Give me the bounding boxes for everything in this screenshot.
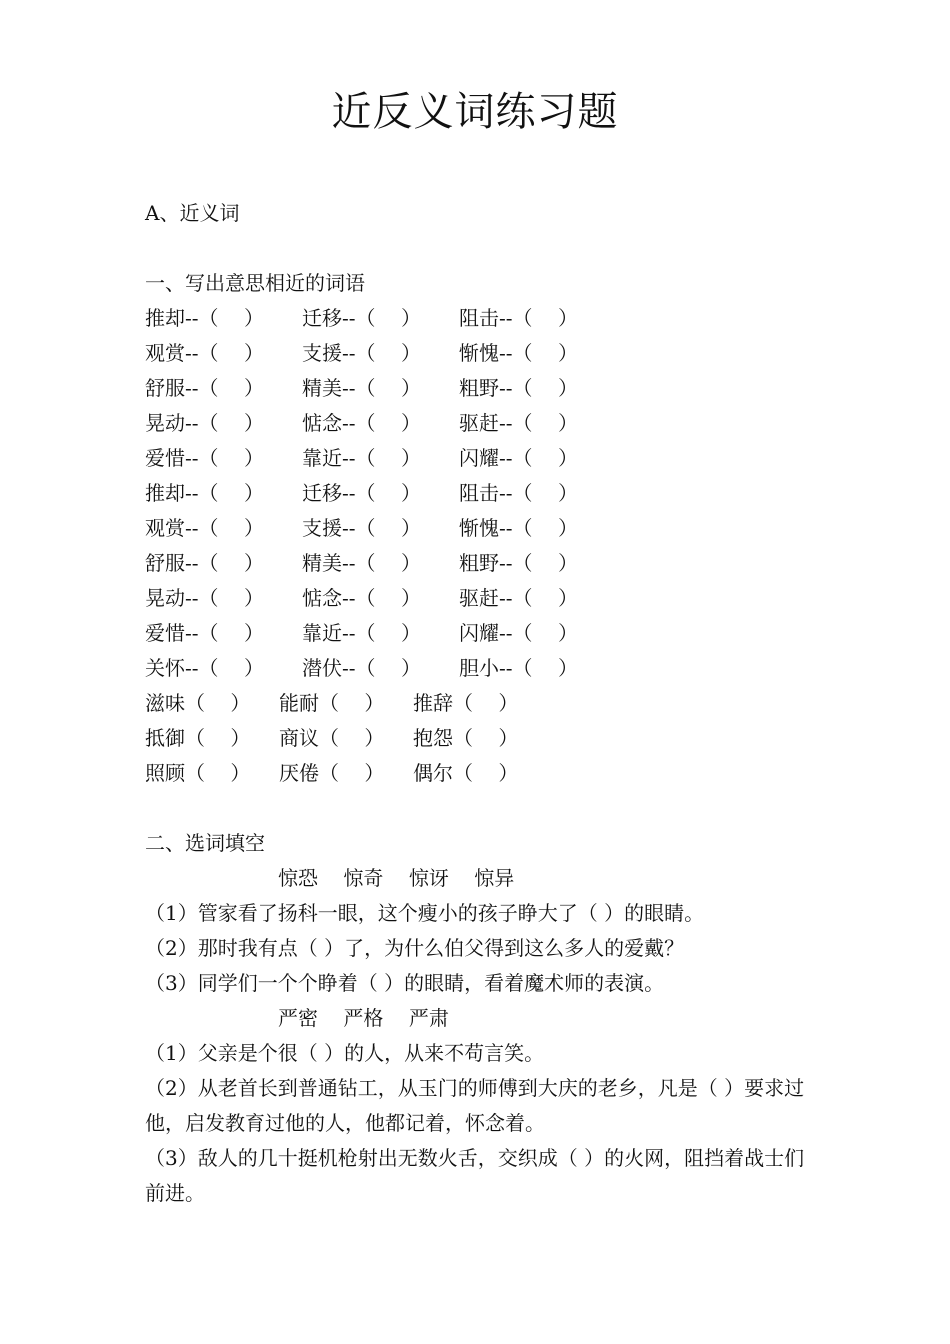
synonym-row-short [145, 686, 815, 721]
synonym-item: 推却--（ ） [145, 306, 264, 330]
synonym-table [145, 301, 815, 791]
fill-question: （2）那时我有点（ ）了，为什么伯父得到这么多人的爱戴？ [145, 936, 685, 960]
synonym-item: 胆小--（ ） [459, 656, 578, 680]
synonym-item: 惦念--（ ） [302, 586, 421, 610]
synonym-row [145, 476, 815, 511]
synonym-item: 抵御（ ） [145, 726, 251, 750]
synonym-item: 爱惜--（ ） [145, 446, 264, 470]
synonym-item: 观赏--（ ） [145, 516, 264, 540]
synonym-item: 照顾（ ） [145, 761, 251, 785]
part1-heading: 一、写出意思相近的词语 [145, 271, 365, 295]
synonym-item: 驱赶--（ ） [459, 411, 578, 435]
word-choices-2: 严密 严格 严肃 [278, 1006, 449, 1030]
spacer [145, 791, 815, 826]
synonym-item: 靠近--（ ） [302, 621, 421, 645]
synonym-row [145, 406, 815, 441]
synonym-item: 商议（ ） [279, 726, 385, 750]
synonym-row [145, 301, 815, 336]
synonym-row [145, 441, 815, 476]
synonym-item: 阻击--（ ） [459, 306, 578, 330]
synonym-item: 舒服--（ ） [145, 376, 264, 400]
synonym-item: 滋味（ ） [145, 691, 251, 715]
synonym-item: 偶尔（ ） [413, 761, 519, 785]
synonym-item: 闪耀--（ ） [459, 621, 578, 645]
synonym-item: 关怀--（ ） [145, 656, 264, 680]
part2-heading: 二、选词填空 [145, 831, 265, 855]
synonym-row [145, 651, 815, 686]
synonym-row-short [145, 721, 815, 756]
synonym-item: 迁移--（ ） [302, 306, 421, 330]
synonym-item: 靠近--（ ） [302, 446, 421, 470]
synonym-item: 闪耀--（ ） [459, 446, 578, 470]
synonym-item: 推却--（ ） [145, 481, 264, 505]
synonym-row [145, 511, 815, 546]
synonym-item: 惭愧--（ ） [459, 341, 578, 365]
synonym-item: 惭愧--（ ） [459, 516, 578, 540]
synonym-item: 迁移--（ ） [302, 481, 421, 505]
synonym-item: 晃动--（ ） [145, 411, 264, 435]
fill-question: （2）从老首长到普通钻工，从玉门的师傅到大庆的老乡，凡是（ ）要求过他，启发教育过他的人，他都记着，怀念着。 [145, 1076, 805, 1135]
synonym-row [145, 581, 815, 616]
synonym-item: 粗野--（ ） [459, 551, 578, 575]
synonym-row [145, 616, 815, 651]
synonym-item: 厌倦（ ） [279, 761, 385, 785]
synonym-item: 舒服--（ ） [145, 551, 264, 575]
spacer [145, 231, 815, 266]
synonym-item: 抱怨（ ） [413, 726, 519, 750]
word-choices-1: 惊恐 惊奇 惊讶 惊异 [278, 866, 515, 890]
fill-question: （1）管家看了扬科一眼，这个瘦小的孩子睁大了（ ）的眼睛。 [145, 901, 705, 925]
fill-question: （3）敌人的几十挺机枪射出无数火舌，交织成（ ）的火网，阻挡着战士们前进。 [145, 1146, 805, 1205]
synonym-row [145, 371, 815, 406]
synonym-item: 晃动--（ ） [145, 586, 264, 610]
document-body [145, 196, 815, 1211]
synonym-item: 驱赶--（ ） [459, 586, 578, 610]
synonym-item: 爱惜--（ ） [145, 621, 264, 645]
synonym-item: 能耐（ ） [279, 691, 385, 715]
synonym-row [145, 546, 815, 581]
synonym-item: 支援--（ ） [302, 516, 421, 540]
synonym-row-short [145, 756, 815, 791]
synonym-item: 阻击--（ ） [459, 481, 578, 505]
synonym-item: 精美--（ ） [302, 376, 421, 400]
page-title: 近反义词练习题 [331, 89, 619, 135]
synonym-item: 惦念--（ ） [302, 411, 421, 435]
synonym-item: 推辞（ ） [413, 691, 519, 715]
fill-question: （3）同学们一个个睁着（ ）的眼睛，看着魔术师的表演。 [145, 971, 665, 995]
synonym-item: 粗野--（ ） [459, 376, 578, 400]
synonym-item: 观赏--（ ） [145, 341, 264, 365]
synonym-row [145, 336, 815, 371]
fill-question: （1）父亲是个很（ ）的人，从来不苟言笑。 [145, 1041, 545, 1065]
synonym-item: 支援--（ ） [302, 341, 421, 365]
synonym-item: 潜伏--（ ） [302, 656, 421, 680]
synonym-item: 精美--（ ） [302, 551, 421, 575]
section-a-heading: A、近义词 [145, 201, 240, 225]
